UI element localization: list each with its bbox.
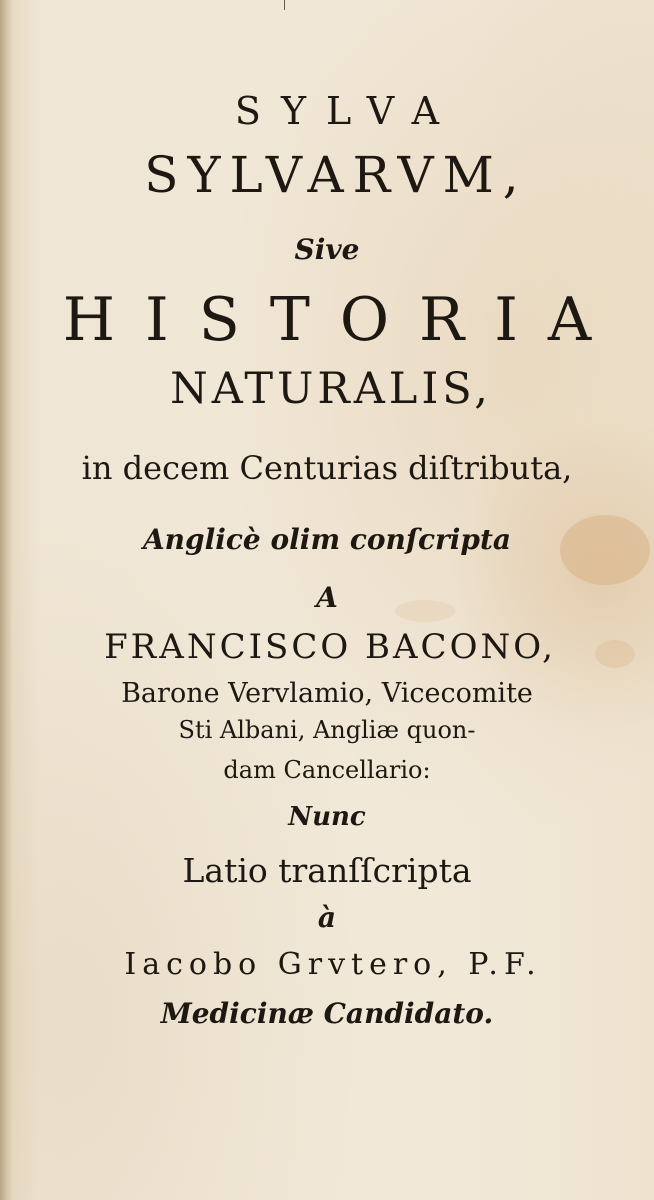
title-line-sive: Sive xyxy=(294,233,360,266)
subtitle-line-a-accent: à xyxy=(317,901,337,934)
subtitle-line-latio: Latio tranſſcripta xyxy=(182,851,472,890)
subtitle-line-a: A xyxy=(316,581,338,614)
subtitle-line-centurias: in decem Centurias diſtributa, xyxy=(81,449,573,487)
title-line-naturalis: NATURALIS, xyxy=(170,364,492,414)
author-name-line: FRANCISCO BACONO, xyxy=(104,627,556,667)
page-edge-mark xyxy=(284,0,285,10)
title-line-sylva: SYLVA xyxy=(234,89,460,133)
translator-title-line: Medicinæ Candidato. xyxy=(160,997,494,1030)
title-line-sylvarum: SYLVARVM, xyxy=(144,146,528,204)
translator-name-line: Iacobo Grvtero, P.F. xyxy=(124,947,542,982)
author-title-line3: dam Cancellario: xyxy=(223,756,431,784)
author-title-line2: Sti Albani, Angliæ quon- xyxy=(178,716,476,744)
subtitle-line-anglice: Anglicè olim conſcripta xyxy=(142,523,512,556)
subtitle-line-nunc: Nunc xyxy=(288,802,366,832)
author-title-line1: Barone Vervlamio, Vicecomite xyxy=(121,678,533,709)
title-line-historia: HISTORIA xyxy=(62,285,622,355)
